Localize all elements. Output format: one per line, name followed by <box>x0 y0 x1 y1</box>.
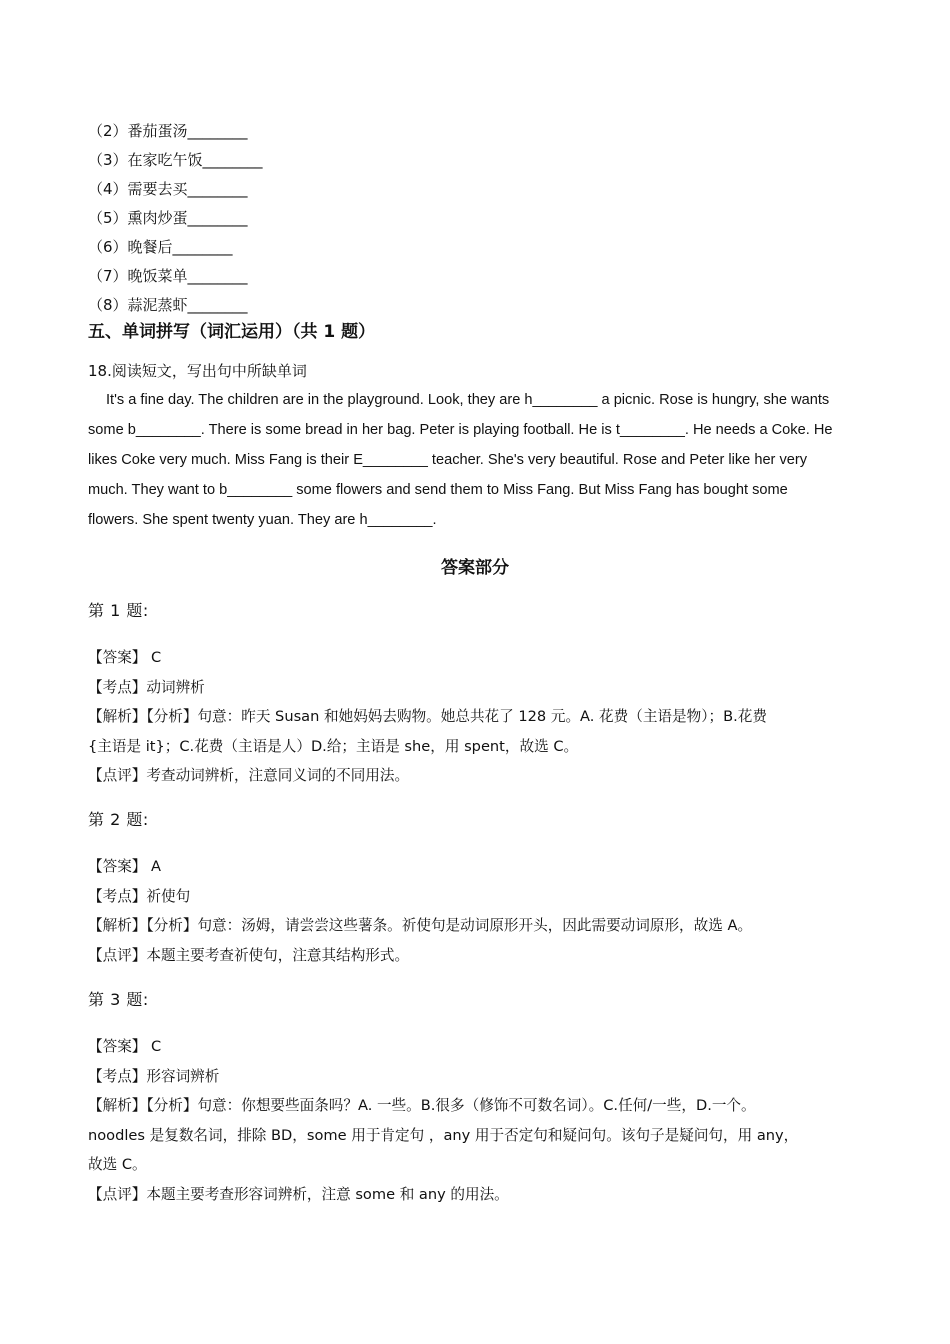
answer-title: 第 3 题: <box>88 990 149 1009</box>
answer-block-1 <box>88 599 878 791</box>
answer-line: 【点评】考查动词辨析，注意同义词的不同用法。 <box>88 767 410 784</box>
answer-title: 第 1 题: <box>88 601 149 620</box>
passage-line: much. They want to b________ some flowers and send them to Miss Fang. But Miss Fang has bought some <box>88 482 788 498</box>
vocab-list <box>88 117 488 320</box>
answer-line: 【解析】【分析】句意：昨天 Susan 和她妈妈去购物。她总共花了 128 元。A. 花费（主语是物）；B.花费 <box>88 708 767 725</box>
passage-line: It's a fine day. The children are in the playground. Look, they are h________ a picnic. Rose is hungry, she wants <box>106 392 830 408</box>
answer-line: 【考点】形容词辨析 <box>88 1067 220 1085</box>
answer-line: 【答案】 C <box>88 649 162 666</box>
vocab-item: （5）熏肉炒蛋________ <box>88 209 248 227</box>
answer-line: 【解析】【分析】句意：汤姆，请尝尝这些薯条。祈使句是动词原形开头，因此需要动词原形，故选 A。 <box>88 917 753 934</box>
vocab-item: （6）晚餐后________ <box>88 238 233 256</box>
vocab-item: （8）蒜泥蒸虾________ <box>88 296 248 314</box>
vocab-item: （7）晚饭菜单________ <box>88 267 248 285</box>
passage-line: flowers. She spent twenty yuan. They are h________. <box>88 512 437 528</box>
vocab-item: （3）在家吃午饭________ <box>88 151 263 169</box>
answer-line: 【解析】【分析】句意：你想要些面条吗？A. 一些。B.很多（修饰不可数名词）。C.任何/一些，D.一个。 <box>88 1097 756 1114</box>
reading-passage <box>88 385 864 535</box>
answer-line: 【考点】祈使句 <box>88 887 191 905</box>
answer-line: 【答案】 C <box>88 1038 162 1055</box>
section-five-title: 五、单词拼写（词汇运用）（共 1 题） <box>88 322 376 342</box>
vocab-item: （2）番茄蛋汤________ <box>88 122 248 140</box>
passage-line: likes Coke very much. Miss Fang is their E________ teacher. She's very beautiful. Rose and Peter like her very <box>88 452 808 468</box>
answer-line: 故选 C。 <box>88 1156 147 1173</box>
answer-block-2 <box>88 808 878 970</box>
question-18-prompt: 18.阅读短文，写出句中所缺单词 <box>88 362 307 380</box>
passage-line: some b________. There is some bread in her bag. Peter is playing football. He is t________. He needs a Coke. He <box>88 422 833 438</box>
answer-title: 第 2 题: <box>88 810 149 829</box>
vocab-item: （4）需要去买________ <box>88 180 248 198</box>
answer-section-heading: 答案部分 <box>441 558 509 578</box>
answer-line: noodles 是复数名词，排除 BD，some 用于肯定句 ，any 用于否定句和疑问句。该句子是疑问句，用 any， <box>88 1126 799 1144</box>
answer-block-3 <box>88 988 878 1209</box>
answer-line: 【点评】本题主要考查祈使句，注意其结构形式。 <box>88 946 410 964</box>
answer-line: {主语是 it}；C.花费（主语是人）D.给；主语是 she，用 spent，故选 C。 <box>88 737 579 755</box>
answer-line: 【点评】本题主要考查形容词辨析，注意 some 和 any 的用法。 <box>88 1185 509 1203</box>
answer-line: 【答案】 A <box>88 858 161 875</box>
answer-line: 【考点】动词辨析 <box>88 678 205 696</box>
